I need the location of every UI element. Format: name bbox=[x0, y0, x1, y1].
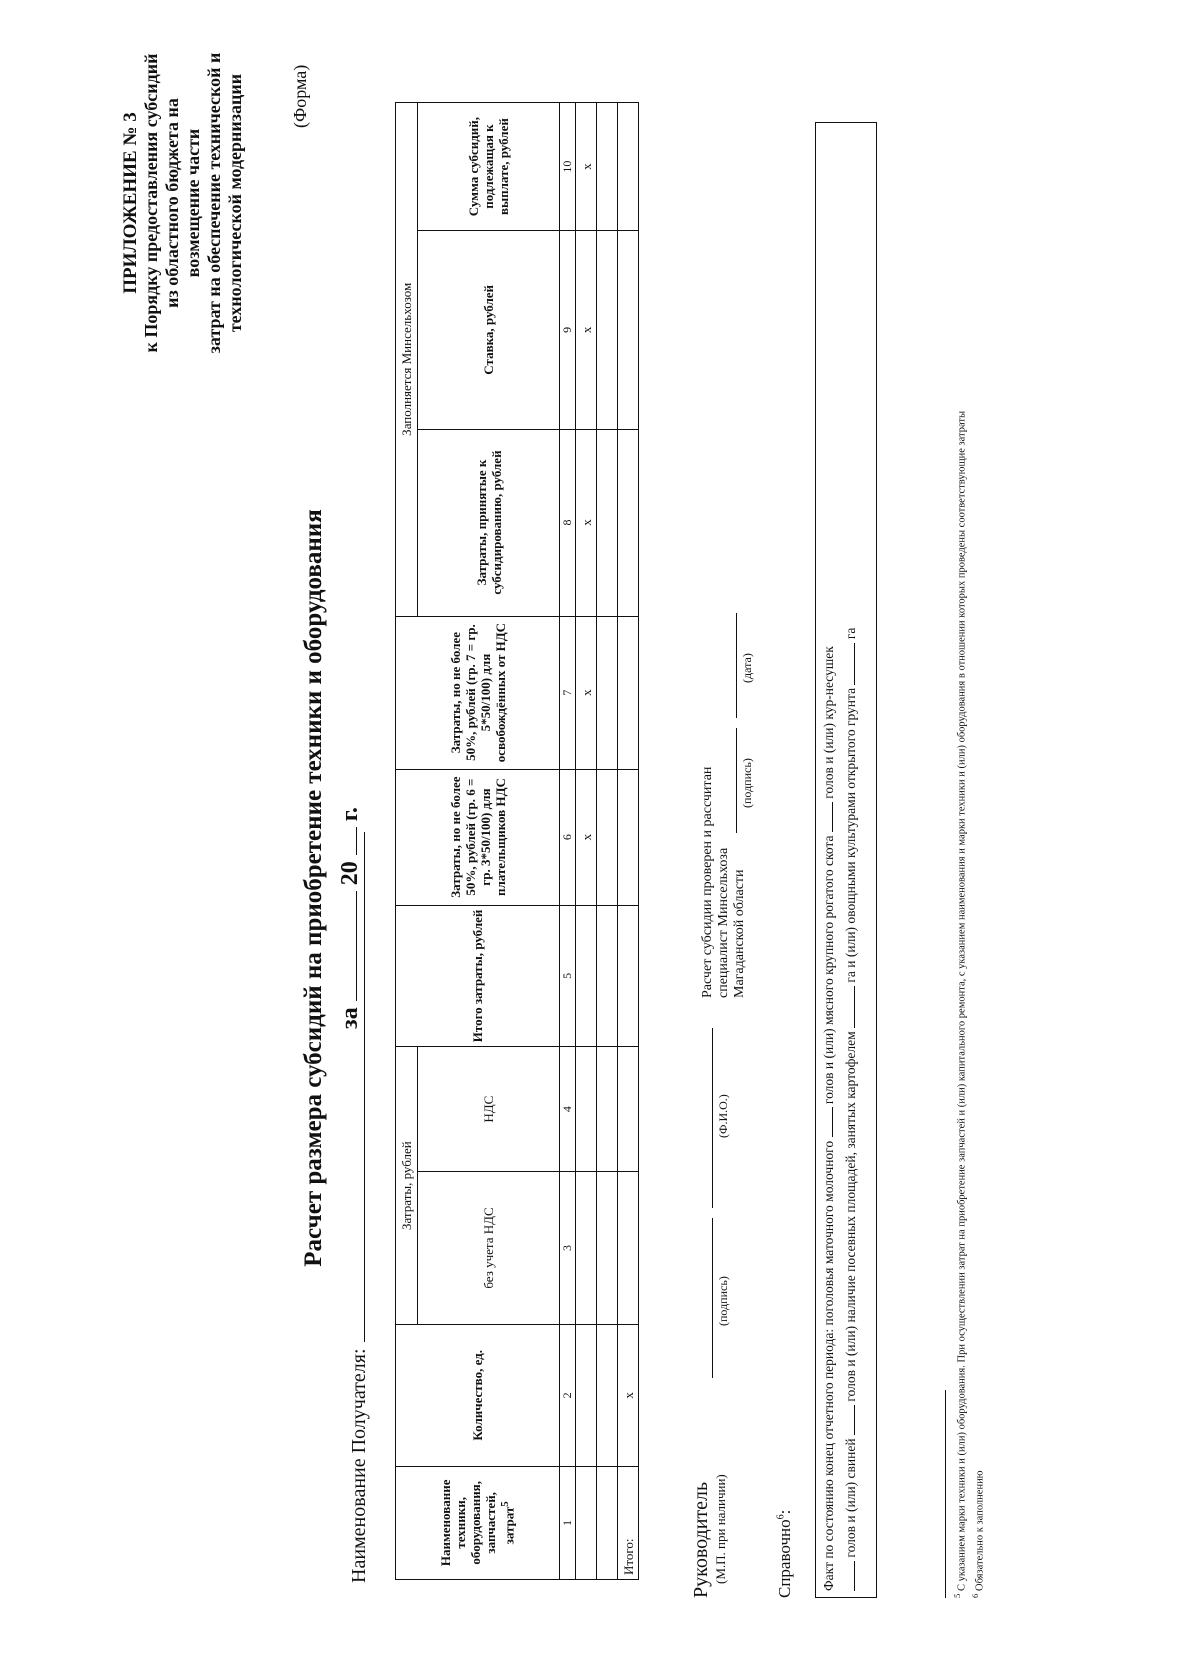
head-label: Руководитель bbox=[690, 1481, 712, 1598]
head-signature-block bbox=[690, 1474, 729, 1598]
table-cell[interactable] bbox=[597, 1171, 618, 1324]
header-subsidy-amount: Сумма субсидий, подлежащая к выплате, рублей bbox=[418, 103, 560, 231]
table-cell[interactable] bbox=[597, 1324, 618, 1466]
recipient-label: Наименование Получателя: bbox=[348, 1348, 370, 1583]
specialist-sign-line[interactable] bbox=[736, 728, 737, 833]
column-numbers-row bbox=[560, 103, 576, 1580]
col-number: 3 bbox=[560, 1171, 576, 1324]
specialist-sign-caption: (подпись) bbox=[740, 758, 754, 808]
total-cell[interactable] bbox=[618, 103, 639, 231]
fact-text-6: га и (или) овощными культурами открытого грунта bbox=[843, 687, 858, 983]
dairy-cattle-blank[interactable] bbox=[820, 1108, 833, 1138]
col-number: 4 bbox=[560, 1047, 576, 1172]
table-cell[interactable] bbox=[597, 429, 618, 616]
table-cell[interactable] bbox=[597, 616, 618, 769]
fact-text-5: голов и (или) наличие посевных площадей, занятых картофелем bbox=[843, 1031, 858, 1402]
total-cell[interactable] bbox=[618, 905, 639, 1047]
checked-line-1: Расчет субсидии проверен и рассчитан bbox=[700, 766, 715, 998]
period-prefix: за bbox=[337, 1007, 363, 1029]
footnote-divider bbox=[945, 1390, 946, 1598]
footnotes bbox=[951, 118, 986, 1598]
fact-text-3: голов и (или) кур-несушек bbox=[821, 646, 836, 799]
appendix-title: ПРИЛОЖЕНИЕ № 3 bbox=[120, 112, 141, 294]
header-quantity: Количество, ед. bbox=[396, 1324, 560, 1466]
table-cell[interactable] bbox=[597, 769, 618, 905]
table-cell[interactable] bbox=[597, 1047, 618, 1172]
table-cell[interactable] bbox=[597, 1466, 618, 1579]
header-name: Наименование техники, оборудования, запчастей, затрат$^5$ bbox=[396, 1466, 560, 1579]
specialist-date-line[interactable] bbox=[736, 613, 737, 718]
fact-text-2: голов и (или) мясного крупного рогатого скота bbox=[821, 835, 836, 1105]
subsidy-table bbox=[395, 102, 639, 1580]
head-sign-caption: (подпись) bbox=[716, 1276, 730, 1326]
total-cell[interactable] bbox=[618, 429, 639, 616]
table-cell[interactable] bbox=[597, 231, 618, 429]
total-quantity: х bbox=[618, 1324, 639, 1466]
specialist-date-caption: (дата) bbox=[740, 653, 754, 683]
table-cell: х bbox=[576, 103, 597, 231]
total-cell[interactable] bbox=[618, 1171, 639, 1324]
appendix-header bbox=[120, 48, 246, 358]
col-number: 5 bbox=[560, 905, 576, 1047]
header-without-vat: без учета НДС bbox=[418, 1171, 560, 1324]
fact-text-4: голов и (или) свиней bbox=[843, 1438, 858, 1558]
header-ministry-group: Заполняется Минсельхозом bbox=[396, 103, 418, 617]
table-row bbox=[576, 103, 597, 1580]
appendix-line-1: к Порядку предоставления субсидий bbox=[141, 53, 161, 353]
table-cell[interactable] bbox=[576, 1171, 597, 1324]
table-cell: х bbox=[576, 769, 597, 905]
form-label: (Форма) bbox=[290, 64, 310, 128]
table-cell[interactable] bbox=[597, 905, 618, 1047]
potato-area-blank[interactable] bbox=[842, 986, 855, 1028]
col-number: 8 bbox=[560, 429, 576, 616]
total-cell[interactable] bbox=[618, 231, 639, 429]
footnote-5: $^5$ С указанием марки техники и (или) оборудования. При осуществлении затрат на приобретение запчастей и (или) капитального ремонта, с указанием наименования и марки техники и (или) оборудования в отношении которых проведены соответствующие затраты bbox=[952, 410, 968, 1598]
head-fio-line[interactable] bbox=[712, 1028, 713, 1208]
total-label: Итого: bbox=[618, 1466, 639, 1579]
footnote-6: $^6$ Обязательно к заполнению bbox=[969, 1470, 985, 1598]
appendix-line-2: из областного бюджета на возмещение части bbox=[162, 98, 203, 308]
header-rate: Ставка, рублей bbox=[418, 231, 560, 429]
vegetable-area-blank[interactable] bbox=[842, 643, 855, 685]
checked-line-2: специалист Минсельхоза bbox=[716, 847, 731, 998]
head-sign-line[interactable] bbox=[712, 1218, 713, 1378]
table-cell[interactable] bbox=[576, 1047, 597, 1172]
col-number: 2 bbox=[560, 1324, 576, 1466]
total-cell[interactable] bbox=[618, 769, 639, 905]
fact-box bbox=[815, 122, 877, 1598]
header-costs-group: Затраты, рублей bbox=[396, 1047, 418, 1325]
header-costs-vat-exempt: Затраты, но не более 50%, рублей (гр. 7 = гр. 5*50/100) для освобождённых от НДС bbox=[396, 616, 560, 769]
fact-text-7: га bbox=[843, 627, 858, 640]
header-vat: НДС bbox=[418, 1047, 560, 1172]
header-costs-vat-payers: Затраты, но не более 50%, рублей (гр. 6 = гр. 3*50/100) для плательщиков НДС bbox=[396, 769, 560, 905]
table-cell[interactable] bbox=[597, 103, 618, 231]
table-cell: х bbox=[576, 616, 597, 769]
total-row bbox=[618, 103, 639, 1580]
col-number: 1 bbox=[560, 1466, 576, 1579]
head-fio-caption: (Ф.И.О.) bbox=[716, 1094, 730, 1138]
recipient-field[interactable] bbox=[344, 832, 365, 1342]
col-number: 7 bbox=[560, 616, 576, 769]
page-title: Расчет размера субсидий на приобретение техники и оборудования bbox=[300, 509, 327, 1267]
appendix-line-4: технологической модернизации bbox=[225, 73, 245, 333]
fact-text-1: Факт по состоянию конец отчетного периода: поголовья маточного молочного bbox=[821, 1140, 836, 1591]
total-cell[interactable] bbox=[618, 1047, 639, 1172]
recipient-row bbox=[344, 832, 371, 1583]
checked-line-3: Магаданской области bbox=[732, 869, 747, 998]
period-suffix: г. bbox=[337, 807, 363, 822]
header-accepted-costs: Затраты, принятые к субсидированию, рублей bbox=[418, 429, 560, 616]
appendix-line-3: затрат на обеспечение технической и bbox=[204, 52, 224, 354]
beef-cattle-blank[interactable] bbox=[820, 802, 833, 832]
table-row bbox=[597, 103, 618, 1580]
table-cell[interactable] bbox=[576, 1324, 597, 1466]
reference-label: Справочно$^6$: bbox=[775, 1509, 794, 1598]
table-cell: х bbox=[576, 429, 597, 616]
laying-hens-blank[interactable] bbox=[842, 1561, 855, 1591]
col-number: 10 bbox=[560, 103, 576, 231]
table-cell[interactable] bbox=[576, 1466, 597, 1579]
period-year-prefix: 20 bbox=[337, 861, 363, 886]
col-number: 9 bbox=[560, 231, 576, 429]
stamp-label: (М.П. при наличии) bbox=[713, 1474, 728, 1584]
table-cell[interactable] bbox=[576, 905, 597, 1047]
col-number: 6 bbox=[560, 769, 576, 905]
total-cell[interactable] bbox=[618, 616, 639, 769]
pigs-blank[interactable] bbox=[842, 1405, 855, 1435]
table-cell: х bbox=[576, 231, 597, 429]
header-total-costs: Итого затраты, рублей bbox=[396, 905, 560, 1047]
